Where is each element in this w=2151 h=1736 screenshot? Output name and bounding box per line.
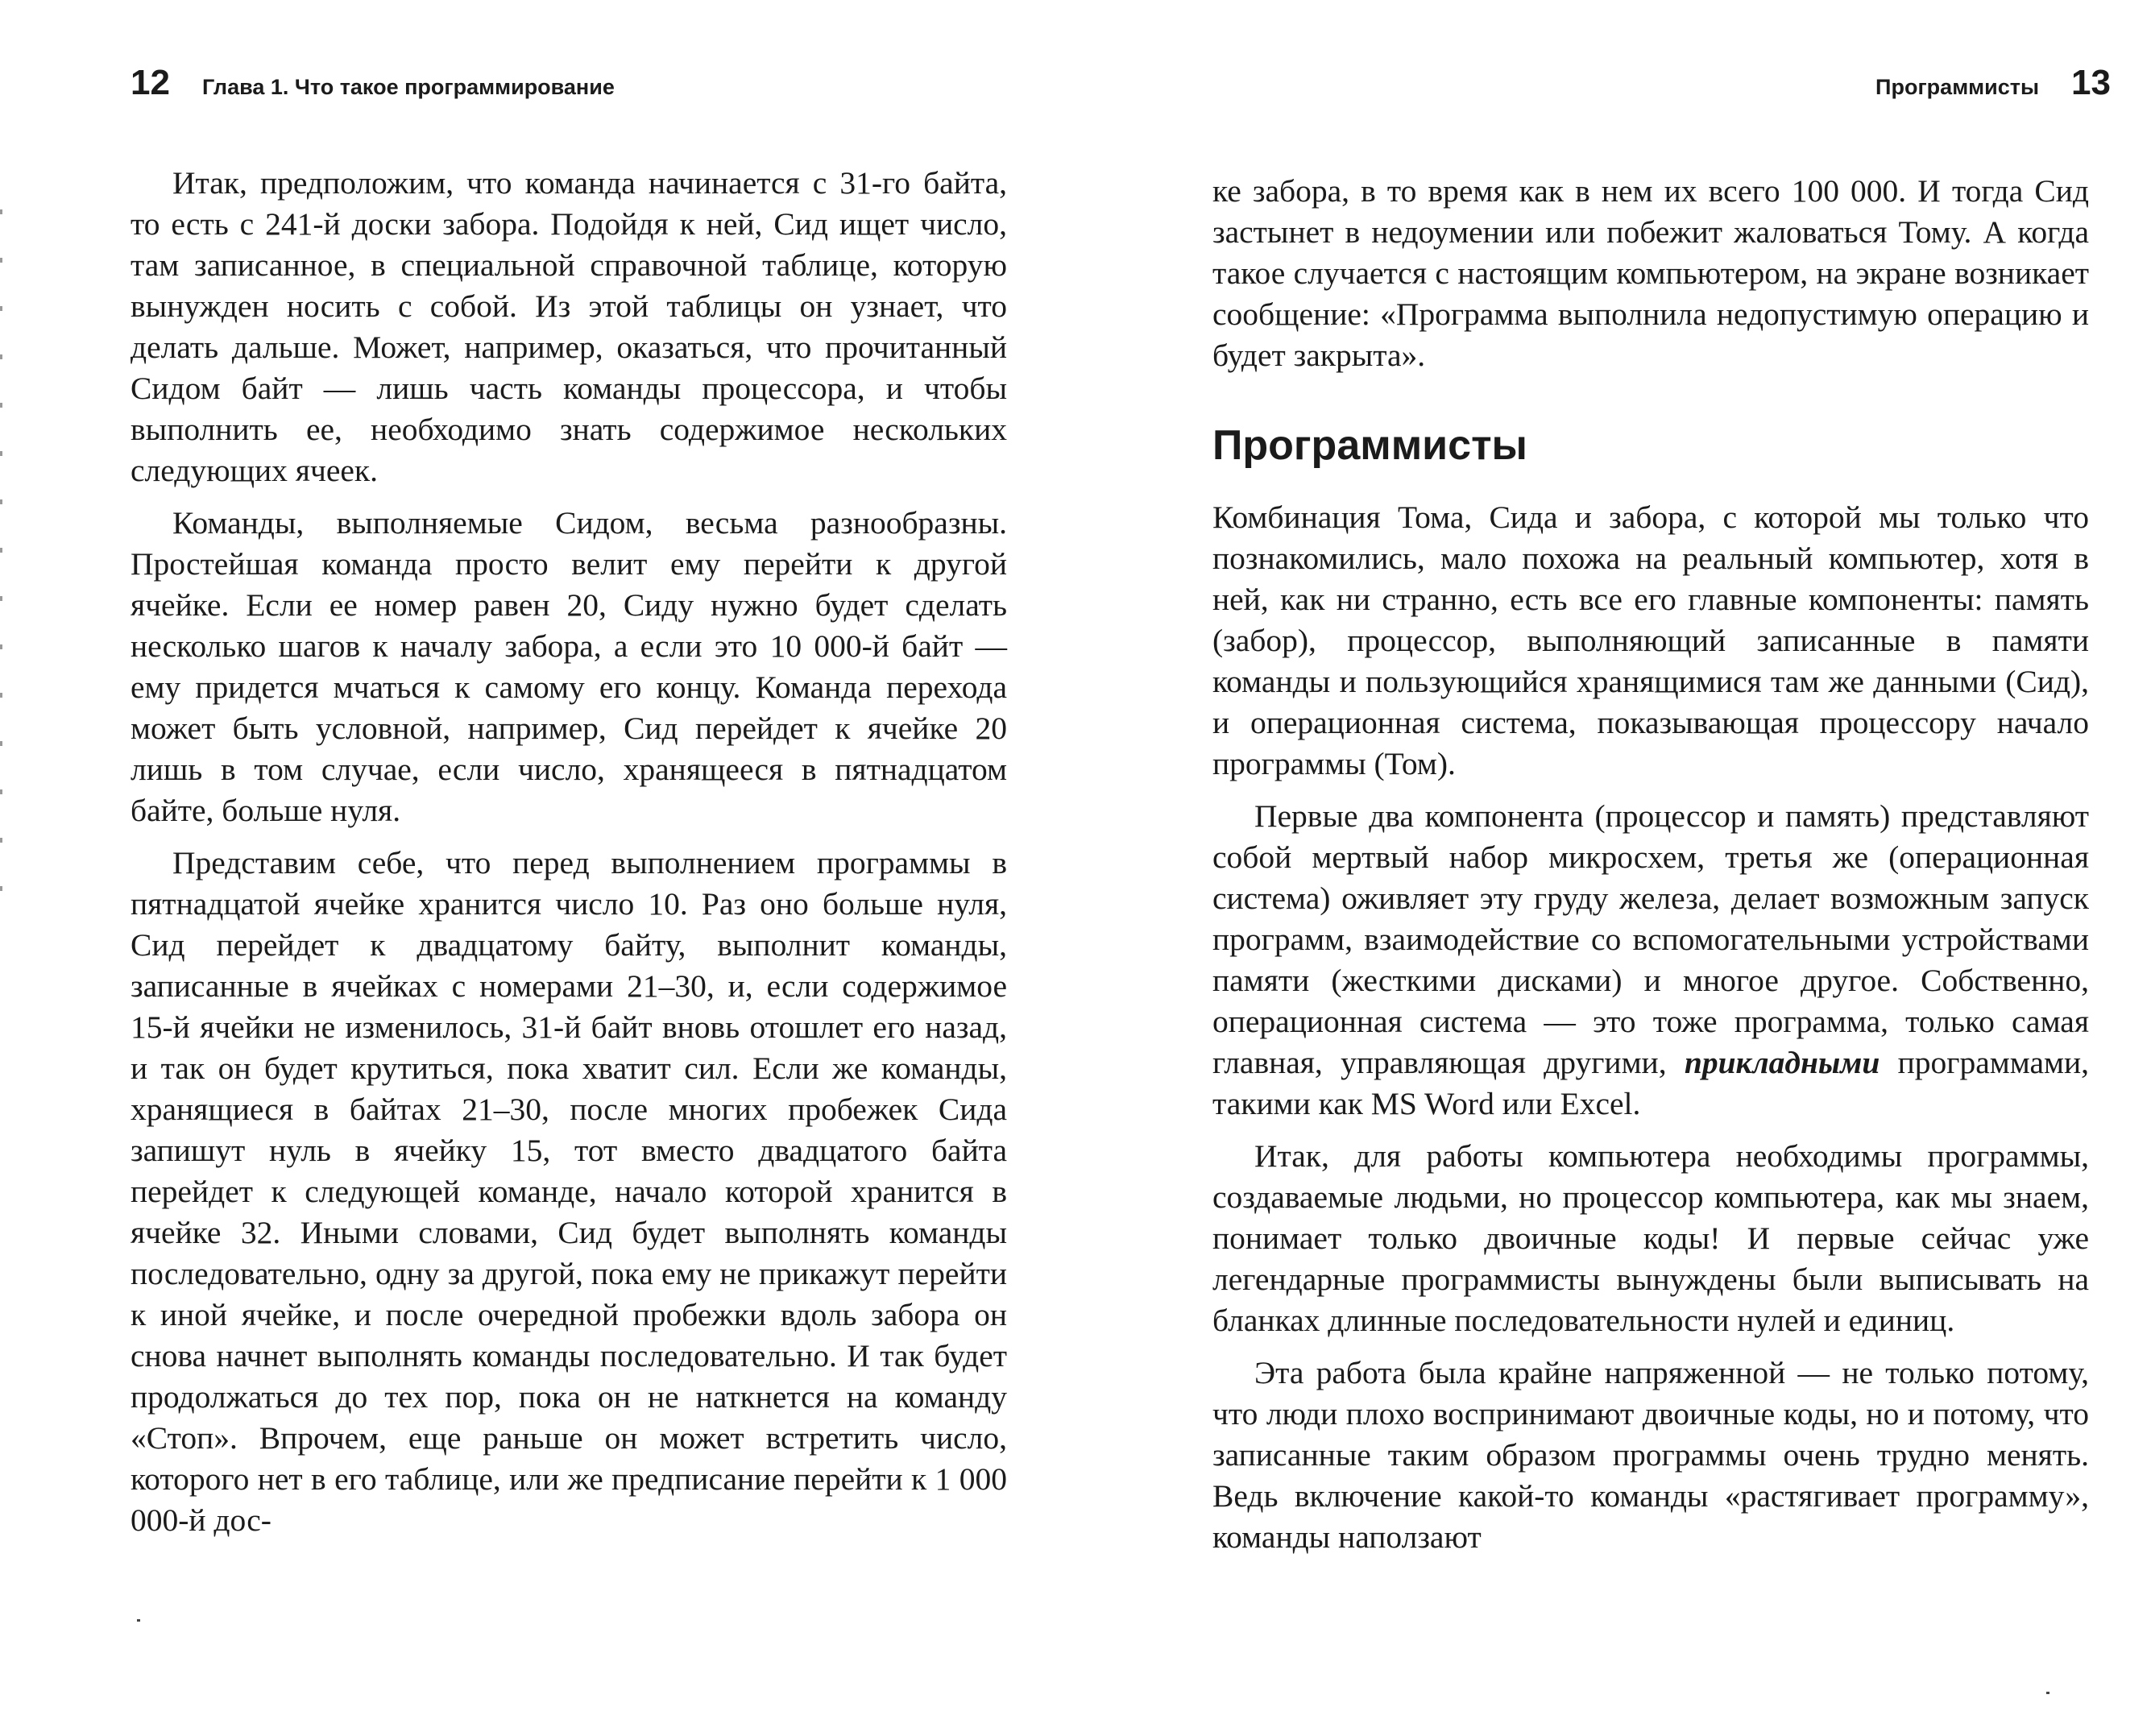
paragraph: Команды, выполняемые Сидом, весьма разнообразны. Простейшая команда просто велит ему перейти к другой ячейке. Если ее номер равен 20, Сиду нужно будет сделать несколько шагов к началу забора, а если это 10 000-й байт — ему придется мчаться к самому его концу. Команда перехода может быть условной, например, Сид перейдет к ячейке 20 лишь в том случае, если число, хранящееся в пятнадцатом байте, больше нуля. <box>131 505 1007 828</box>
right-text-column <box>1212 171 2089 1558</box>
chapter-title: Глава 1. Что такое программирование <box>201 75 615 99</box>
right-page-number: 13 <box>2071 63 2111 102</box>
paragraph: Представим себе, что перед выполнением программы в пятнадцатой ячейке хранится число 10. Раз оно больше нуля, Сид перейдет к двадцатому байту, выполнит команды, записанные в ячейках с номерами 21–30, и, если содержимое 15-й ячейки не изменилось, 31-й байт вновь отошлет его назад, и так он будет крутиться, пока хватит сил. Если же команды, хранящиеся в байтах 21–30, после многих пробежек Сида запишут нуль в ячейку 15, тот вместо двадцатого байта перейдет к следующей команде, начало которой хранится в ячейке 32. Иными словами, Сид будет выполнять команды последовательно, одну за другой, пока ему не прикажут перейти к иной ячейке, и после очередной пробежки вдоль забора он снова начнет выполнять команды последовательно. И так будет продолжаться до тех пор, пока он не наткнется на команду «Стоп». Впрочем, еще раньше он может встретить число, которого нет в его таблице, или же предписание перейти к 1 000 000-й дос- <box>131 845 1007 1538</box>
paragraph <box>1212 796 2089 1125</box>
continued-paragraph: ке забора, в то время как в нем их всего 100 000. И тогда Сид застынет в недоумении или побежит жаловаться Тому. А когда такое случается с настоящим компьютером, на экране возникает сообщение: «Программа выполнила недопустимую операцию и будет закрыта». <box>1212 173 2089 373</box>
left-page-number: 12 <box>131 63 170 102</box>
left-text-column <box>131 163 1007 1541</box>
paragraph-text: Первые два компонента (процессор и память) представляют собой мертвый набор микросхем, третья же (операционная система) оживляет эту груду железа, делает возможным запуск программ, взаимодействие со вспомогательными устройствами памяти (жесткими дисками) и многое другое. Собственно, операционная система — это тоже программа, только самая главная, управляющая другими, <box>1212 798 2089 1080</box>
paragraph: Итак, для работы компьютера необходимы программы, создаваемые людьми, но процессор компьютера, как мы знаем, понимает только двоичные коды! И первые сейчас уже легендарные программисты вынуждены были выписывать на бланках длинные последовательности нулей и единиц. <box>1212 1138 2089 1338</box>
paragraph: Комбинация Тома, Сида и забора, с которой мы только что познакомились, мало похожа на реальный компьютер, хотя в ней, как ни странно, есть все его главные компоненты: память (забор), процессор, выполняющий записанные в памяти команды и пользующийся хранящимися там же данными (Сид), и операционная система, показывающая процессору начало программы (Том). <box>1212 499 2089 781</box>
right-running-head <box>1875 63 2111 127</box>
emphasized-term: прикладными <box>1684 1045 1880 1080</box>
left-running-head <box>131 63 615 127</box>
paragraph-text: программами, такими как MS Word или Excel. <box>1212 1045 2089 1121</box>
section-heading: Программисты <box>1212 422 1527 469</box>
scan-speck <box>2046 1692 2049 1694</box>
scan-speck <box>137 1619 140 1622</box>
section-running-title: Программисты <box>1875 75 2040 99</box>
paragraph: Итак, предположим, что команда начинается с 31-го байта, то есть с 241-й доски забора. Подойдя к ней, Сид ищет число, там записанное, в специальной справочной таблице, которую вынужден носить с собой. Из этой таблицы он узнает, что делать дальше. Может, например, оказаться, что прочитанный Сидом байт — лишь часть команды процессора, и чтобы выполнить ее, необходимо знать содержимое нескольких следующих ячеек. <box>131 165 1007 488</box>
paragraph: Эта работа была крайне напряженной — не только потому, что люди плохо воспринимают двоичные коды, но и потому, что записанные таким образом программы очень трудно менять. Ведь включение какой-то команды «растягивает программу», команды наползают <box>1212 1355 2089 1555</box>
